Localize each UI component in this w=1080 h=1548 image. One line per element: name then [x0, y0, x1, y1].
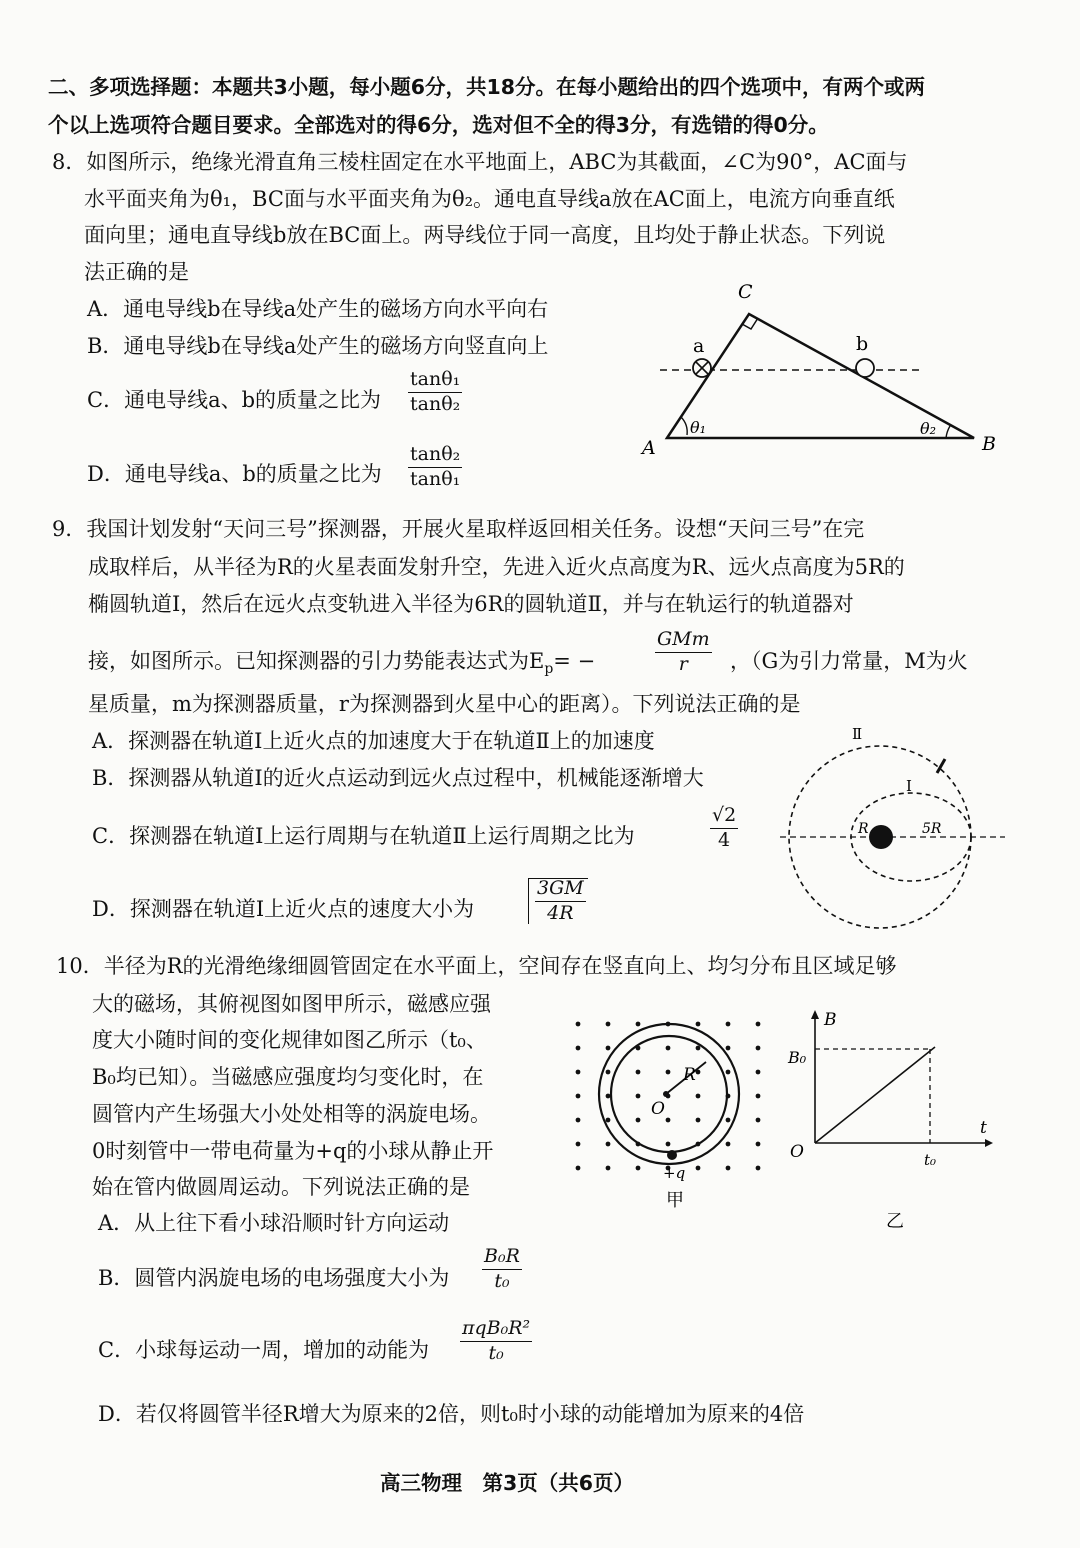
field-dot [606, 1046, 611, 1051]
q10-option-d: D．若仅将圆管半径R增大为原来的2倍，则t₀时小球的动能增加为原来的4倍 [98, 1402, 805, 1426]
q8-option-c: C．通电导线a、b的质量之比为 [87, 388, 382, 412]
field-dot [576, 1070, 581, 1075]
q10-option-a: A．从上往下看小球沿顺时针方向运动 [98, 1211, 450, 1235]
field-dot [606, 1070, 611, 1075]
field-dot [576, 1094, 581, 1099]
field-dot [576, 1046, 581, 1051]
q9-stem-line1: 9．我国计划发射“天问三号”探测器，开展火星取样返回相关任务。设想“天问三号”在完 [52, 517, 865, 541]
q9-option-c-fraction [710, 806, 738, 851]
field-dot [726, 1166, 731, 1171]
field-dot [666, 1046, 671, 1051]
q10-c-den: t₀ [488, 1341, 504, 1364]
q8-triangle-figure [630, 280, 1010, 460]
q10-yi-label-b: B [824, 1010, 837, 1030]
field-dot [636, 1070, 641, 1075]
q10-option-b-fraction [482, 1247, 522, 1292]
field-dot [756, 1142, 761, 1147]
q8-stem-line1: 8．如图所示，绝缘光滑直角三棱柱固定在水平地面上，ABC为其截面，∠C为90°，AC面与 [52, 150, 908, 174]
q8-option-d: D．通电导线a、b的质量之比为 [87, 462, 382, 486]
field-dot [576, 1142, 581, 1147]
field-dot [756, 1046, 761, 1051]
q8-label-wire-a: a [693, 335, 705, 357]
q10-option-c: C．小球每运动一周，增加的动能为 [98, 1338, 430, 1362]
q10-stem-line6: 0时刻管中一带电荷量为+q的小球从静止开 [92, 1139, 494, 1163]
q8-stem-line3: 面向里；通电直导线b放在BC面上。两导线位于同一高度，且均处于静止状态。下列说 [84, 223, 886, 247]
field-dot [606, 1022, 611, 1027]
q10-jia-label-o: O [651, 1099, 665, 1119]
q9-stem-line5: 星质量，m为探测器质量，r为探测器到火星中心的距离）。下列说法正确的是 [88, 692, 801, 716]
field-dot [606, 1094, 611, 1099]
field-dot [696, 1094, 701, 1099]
q9-stem-line3: 椭圆轨道Ⅰ，然后在远火点变轨进入半径为6R的圆轨道Ⅱ，并与在轨运行的轨道器对 [88, 592, 854, 616]
q10-stem-line4: B₀均已知）。当磁感应强度均匀变化时，在 [92, 1065, 484, 1089]
q9-option-b: B．探测器从轨道Ⅰ的近火点运动到远火点过程中，机械能逐渐增大 [92, 766, 704, 790]
q8-option-d-fraction [408, 445, 462, 490]
q9-option-d-sqrt [528, 878, 588, 924]
q10-option-c-fraction [460, 1319, 532, 1364]
q9-ep-num: GMm [655, 630, 712, 653]
field-dot [666, 1142, 671, 1147]
q9-d-num: 3GM [535, 879, 586, 902]
q9-line4-tail: ，（G为引力常量，M为火 [730, 649, 968, 673]
q9-label-5r: 5R [922, 821, 942, 837]
field-dot [636, 1094, 641, 1099]
field-dot [756, 1118, 761, 1123]
field-dot [696, 1118, 701, 1123]
q8-option-b: B．通电导线b在导线a处产生的磁场方向竖直向上 [87, 334, 549, 358]
q10-yi-caption: 乙 [886, 1211, 904, 1230]
q9-line4-text: 接，如图所示。已知探测器的引力势能表达式为E [88, 649, 545, 673]
field-dot [636, 1166, 641, 1171]
q8-c-num: tanθ₁ [408, 370, 462, 393]
q10-figure-jia [566, 1010, 766, 1210]
field-dot [726, 1022, 731, 1027]
q10-yi-label-t0: t₀ [924, 1151, 937, 1169]
q8-label-a-vertex: A [642, 437, 656, 459]
field-dot [636, 1118, 641, 1123]
q10-option-b: B．圆管内涡旋电场的电场强度大小为 [98, 1266, 450, 1290]
q10-yi-label-b0: B₀ [788, 1048, 807, 1067]
q8-label-c: C [738, 281, 753, 303]
field-dot [606, 1166, 611, 1171]
q8-label-theta2: θ₂ [920, 419, 937, 438]
q10-jia-caption: 甲 [666, 1190, 684, 1210]
q8-c-den: tanθ₂ [410, 392, 461, 415]
q9-ep-den: r [678, 652, 688, 675]
field-dot [756, 1070, 761, 1075]
q10-b-den: t₀ [494, 1269, 510, 1292]
q10-stem-line3: 度大小随时间的变化规律如图乙所示（t₀、 [92, 1028, 487, 1052]
q10-c-num: πqB₀R² [460, 1319, 532, 1342]
field-dot [726, 1118, 731, 1123]
q9-label-orbit-ii: Ⅱ [852, 725, 863, 743]
q8-option-c-fraction [408, 370, 462, 415]
q8-label-b-vertex: B [982, 433, 996, 455]
q9-stem-line2: 成取样后，从半径为R的火星表面发射升空，先进入近火点高度为R、远火点高度为5R的 [88, 555, 905, 579]
field-dot [576, 1118, 581, 1123]
q9-c-den: 4 [718, 828, 731, 851]
q10-yi-label-o: O [790, 1142, 804, 1162]
field-dot [726, 1046, 731, 1051]
q9-ep-eq: = − [553, 649, 596, 673]
q10-stem-line7: 始在管内做圆周运动。下列说法正确的是 [92, 1175, 470, 1199]
field-dot [576, 1022, 581, 1027]
q9-option-a: A．探测器在轨道Ⅰ上近火点的加速度大于在轨道Ⅱ上的加速度 [92, 729, 655, 753]
q8-label-wire-b: b [856, 333, 869, 355]
page-footer: 高三物理 第3页（共6页） [380, 1471, 635, 1495]
section-header-line2: 个以上选项符合题目要求。全部选对的得6分，选对但不全的得3分，有选错的得0分。 [48, 113, 829, 137]
field-dot [756, 1094, 761, 1099]
q9-ep-fraction [655, 630, 712, 675]
field-dot [726, 1142, 731, 1147]
q10-stem-line5: 圆管内产生场强大小处处相等的涡旋电场。 [92, 1102, 491, 1126]
q10-yi-label-t: t [980, 1118, 987, 1138]
q10-b-num: B₀R [482, 1247, 522, 1270]
field-dot [666, 1118, 671, 1123]
field-dot [606, 1118, 611, 1123]
q9-orbit-figure [780, 725, 1010, 945]
q9-ep-sub: p [544, 661, 554, 678]
q10-stem-line1: 10．半径为R的光滑绝缘细圆管固定在水平面上，空间存在竖直向上、均匀分布且区域足够 [56, 954, 897, 978]
field-dot [726, 1070, 731, 1075]
q9-stem-line4 [88, 645, 595, 677]
q9-label-orbit-i: Ⅰ [906, 777, 912, 795]
field-dot [756, 1022, 761, 1027]
field-dot [756, 1166, 761, 1171]
q10-jia-label-r: R [683, 1065, 696, 1085]
field-dot [606, 1142, 611, 1147]
q8-stem-line2: 水平面夹角为θ₁，BC面与水平面夹角为θ₂。通电直导线a放在AC面上，电流方向垂直纸 [84, 187, 895, 211]
q9-option-c: C．探测器在轨道Ⅰ上运行周期与在轨道Ⅱ上运行周期之比为 [92, 824, 635, 848]
section-header-line1: 二、多项选择题：本题共3小题，每小题6分，共18分。在每小题给出的四个选项中，有两个或两 [48, 75, 926, 99]
q10-jia-label-q: +q [663, 1164, 686, 1182]
field-dot [696, 1022, 701, 1027]
field-dot [636, 1022, 641, 1027]
q10-figure-yi [780, 1005, 1000, 1230]
q8-d-num: tanθ₂ [408, 445, 462, 468]
q9-d-den: 4R [547, 901, 574, 924]
field-dot [576, 1166, 581, 1171]
q9-c-num: √2 [710, 806, 738, 829]
q8-stem-line4: 法正确的是 [84, 260, 189, 284]
field-dot [696, 1046, 701, 1051]
q9-label-r: R [858, 821, 869, 837]
q10-stem-line2: 大的磁场，其俯视图如图甲所示，磁感应强 [92, 992, 491, 1016]
q8-d-den: tanθ₁ [410, 467, 461, 490]
q8-option-a: A．通电导线b在导线a处产生的磁场方向水平向右 [87, 297, 549, 321]
field-dot [696, 1166, 701, 1171]
field-dot [666, 1070, 671, 1075]
q8-label-theta1: θ₁ [690, 418, 707, 437]
q9-option-d: D．探测器在轨道Ⅰ上近火点的速度大小为 [92, 897, 475, 921]
